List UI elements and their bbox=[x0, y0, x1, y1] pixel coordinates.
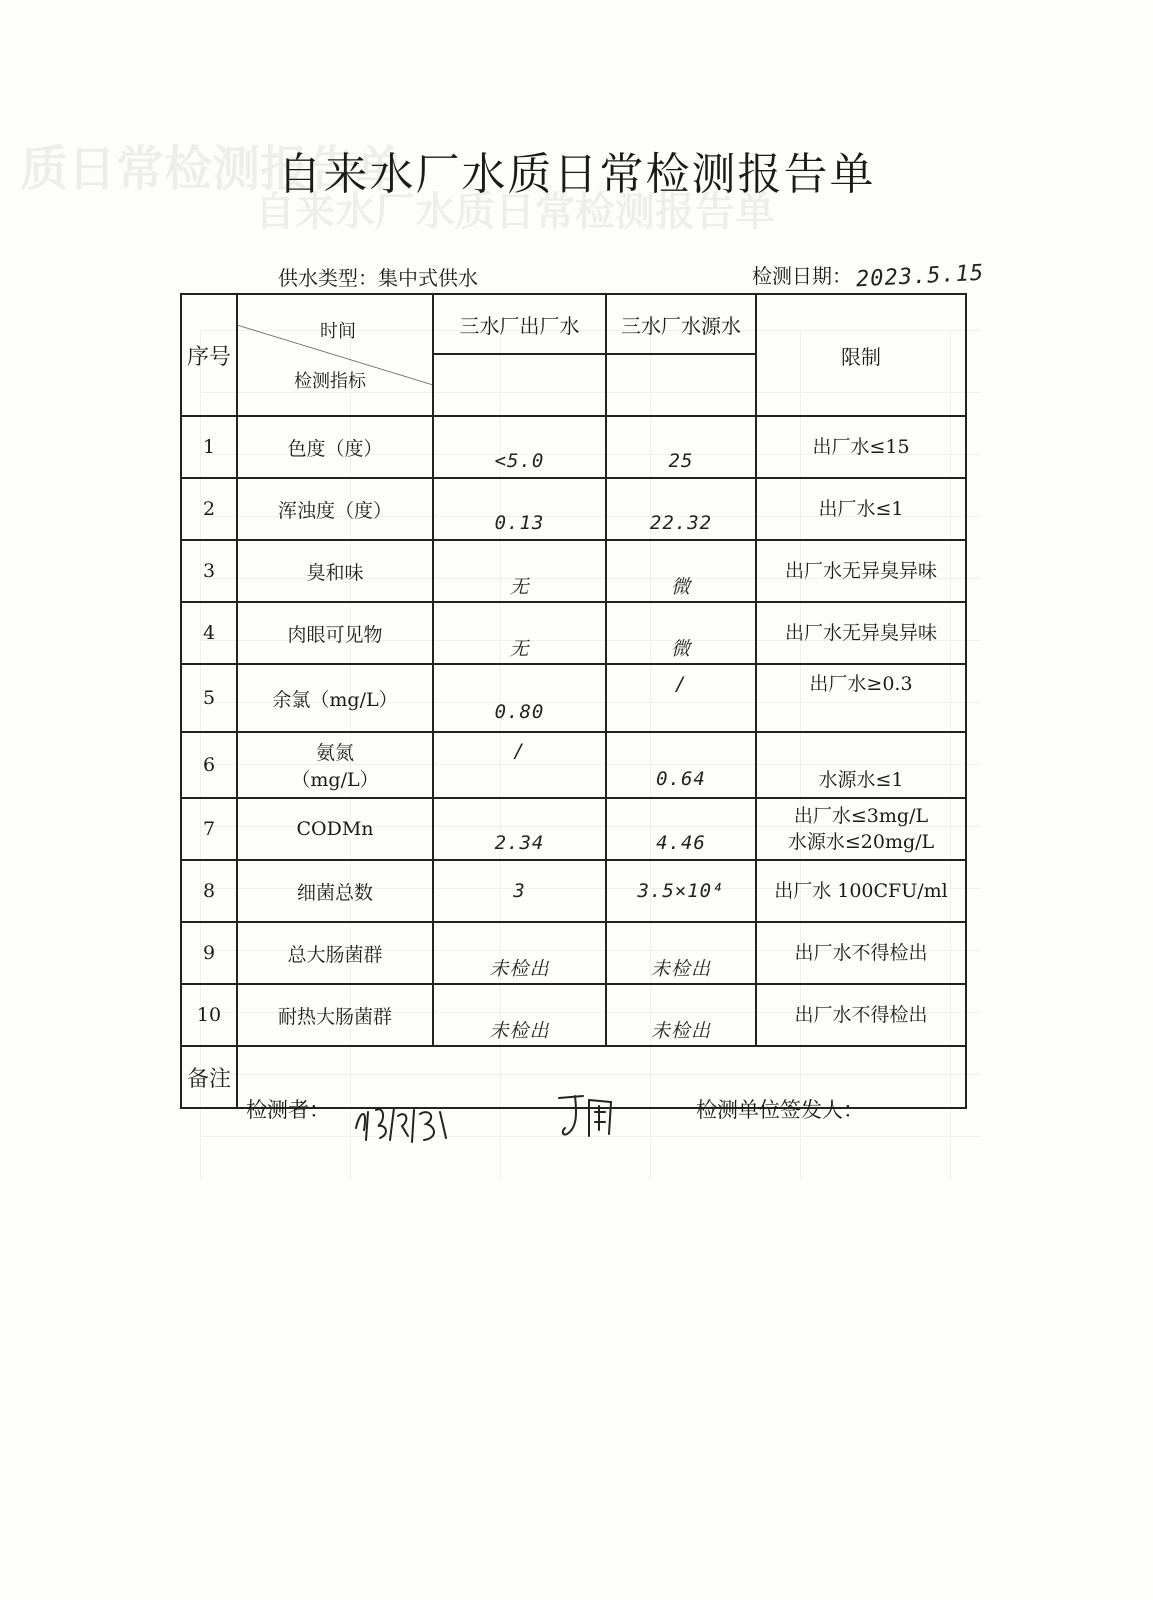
table-row bbox=[181, 602, 966, 664]
row-index: 8 bbox=[181, 860, 237, 922]
row-limit: 出厂水无异臭异味 bbox=[756, 602, 966, 664]
row-value-b bbox=[606, 798, 756, 860]
table-row bbox=[181, 922, 966, 984]
value-b: 4.46 bbox=[656, 832, 706, 854]
value-a: 未检出 bbox=[489, 957, 550, 980]
header-diag-bottom: 检测指标 bbox=[294, 371, 366, 392]
row-indicator-line2: （mg/L） bbox=[291, 769, 379, 791]
row-limit: 出厂水≤1 bbox=[756, 478, 966, 540]
table-row bbox=[181, 984, 966, 1046]
table-row bbox=[181, 664, 966, 732]
value-b: 微 bbox=[670, 637, 691, 660]
value-a: 无 bbox=[509, 637, 530, 660]
value-b: 未检出 bbox=[650, 1019, 711, 1042]
value-a: <5.0 bbox=[494, 450, 545, 472]
value-a: 2.34 bbox=[494, 832, 545, 854]
row-index: 5 bbox=[181, 664, 237, 732]
test-date-label: 检测日期： bbox=[752, 264, 852, 288]
table-row bbox=[181, 860, 966, 922]
value-b: 未检出 bbox=[650, 957, 711, 980]
header-row bbox=[181, 294, 966, 354]
value-b: 25 bbox=[668, 450, 694, 472]
table-row bbox=[181, 540, 966, 602]
row-indicator: 肉眼可见物 bbox=[237, 602, 433, 664]
value-b: / bbox=[674, 673, 688, 695]
row-limit-line2: 水源水≤20mg/L bbox=[787, 831, 935, 853]
tester-label: 检测者： bbox=[246, 1098, 330, 1122]
header-diagonal-cell bbox=[237, 294, 433, 416]
table-row bbox=[181, 798, 966, 860]
row-index: 4 bbox=[181, 602, 237, 664]
header-col-a-blank bbox=[433, 354, 606, 416]
row-limit: 出厂水≥0.3 bbox=[756, 664, 966, 732]
header-col-a: 三水厂出厂水 bbox=[433, 294, 606, 354]
row-value-a bbox=[433, 798, 606, 860]
row-value-a bbox=[433, 922, 606, 984]
row-value-a bbox=[433, 478, 606, 540]
row-indicator: 余氯（mg/L） bbox=[237, 664, 433, 732]
row-value-b bbox=[606, 416, 756, 478]
table-row bbox=[181, 416, 966, 478]
row-value-b bbox=[606, 478, 756, 540]
issuer-label: 检测单位签发人： bbox=[696, 1098, 864, 1122]
note-label: 备注 bbox=[181, 1046, 237, 1108]
row-index: 3 bbox=[181, 540, 237, 602]
row-value-b bbox=[606, 540, 756, 602]
row-indicator bbox=[237, 732, 433, 798]
row-value-b bbox=[606, 860, 756, 922]
page-title: 自来水厂水质日常检测报告单 bbox=[277, 149, 876, 200]
table-row bbox=[181, 732, 966, 798]
row-limit: 出厂水 100CFU/ml bbox=[756, 860, 966, 922]
header-index: 序号 bbox=[181, 294, 237, 416]
bleed-through-text: 自来水厂水质日常检测报告单 bbox=[255, 189, 775, 235]
test-date bbox=[752, 260, 985, 293]
signature-row bbox=[0, 1090, 1153, 1150]
row-index: 7 bbox=[181, 798, 237, 860]
header-col-b: 三水厂水源水 bbox=[606, 294, 756, 354]
value-b: 3.5×10⁴ bbox=[637, 880, 725, 902]
value-a: 0.80 bbox=[494, 701, 545, 723]
row-limit: 出厂水不得检出 bbox=[756, 922, 966, 984]
row-indicator: 色度（度） bbox=[237, 416, 433, 478]
row-indicator: 耐热大肠菌群 bbox=[237, 984, 433, 1046]
row-limit: 出厂水不得检出 bbox=[756, 984, 966, 1046]
row-value-a bbox=[433, 416, 606, 478]
row-limit-line1: 出厂水≤3mg/L bbox=[793, 805, 929, 827]
row-value-b bbox=[606, 984, 756, 1046]
row-indicator: 细菌总数 bbox=[237, 860, 433, 922]
test-date-value: 2023.5.15 bbox=[855, 260, 985, 293]
value-a: 无 bbox=[509, 575, 530, 598]
row-index: 2 bbox=[181, 478, 237, 540]
header-limit: 限制 bbox=[756, 294, 966, 416]
row-index: 10 bbox=[181, 984, 237, 1046]
value-a: 3 bbox=[513, 880, 526, 902]
row-index: 6 bbox=[181, 732, 237, 798]
row-limit: 出厂水无异臭异味 bbox=[756, 540, 966, 602]
table-row bbox=[181, 478, 966, 540]
value-a: 0.13 bbox=[494, 512, 545, 534]
row-indicator: 浑浊度（度） bbox=[237, 478, 433, 540]
row-index: 1 bbox=[181, 416, 237, 478]
row-indicator-line1: 氨氮 bbox=[315, 742, 354, 764]
supply-type: 供水类型：集中式供水 bbox=[278, 266, 478, 290]
report-table bbox=[180, 293, 967, 1109]
header-col-b-blank bbox=[606, 354, 756, 416]
tester-signature-2 bbox=[555, 1084, 625, 1144]
value-b: 微 bbox=[670, 575, 691, 598]
row-limit bbox=[756, 798, 966, 860]
row-limit: 出厂水≤15 bbox=[756, 416, 966, 478]
row-value-a bbox=[433, 602, 606, 664]
row-value-a bbox=[433, 732, 606, 798]
row-value-b bbox=[606, 664, 756, 732]
row-value-a bbox=[433, 540, 606, 602]
row-value-a bbox=[433, 664, 606, 732]
row-indicator: CODMn bbox=[237, 798, 433, 860]
row-value-b bbox=[606, 922, 756, 984]
bleed-through-text: 质日常检测报告单 bbox=[20, 141, 405, 197]
row-value-a bbox=[433, 860, 606, 922]
value-a: 未检出 bbox=[489, 1019, 550, 1042]
row-value-a bbox=[433, 984, 606, 1046]
row-index: 9 bbox=[181, 922, 237, 984]
value-a: / bbox=[513, 740, 526, 762]
header-diag-top: 时间 bbox=[320, 321, 356, 342]
row-value-b bbox=[606, 732, 756, 798]
row-indicator: 总大肠菌群 bbox=[237, 922, 433, 984]
value-b: 0.64 bbox=[656, 768, 706, 790]
value-b: 22.32 bbox=[649, 512, 713, 534]
tester-signature-1 bbox=[350, 1090, 460, 1150]
row-limit: 水源水≤1 bbox=[756, 732, 966, 798]
row-indicator: 臭和味 bbox=[237, 540, 433, 602]
row-value-b bbox=[606, 602, 756, 664]
